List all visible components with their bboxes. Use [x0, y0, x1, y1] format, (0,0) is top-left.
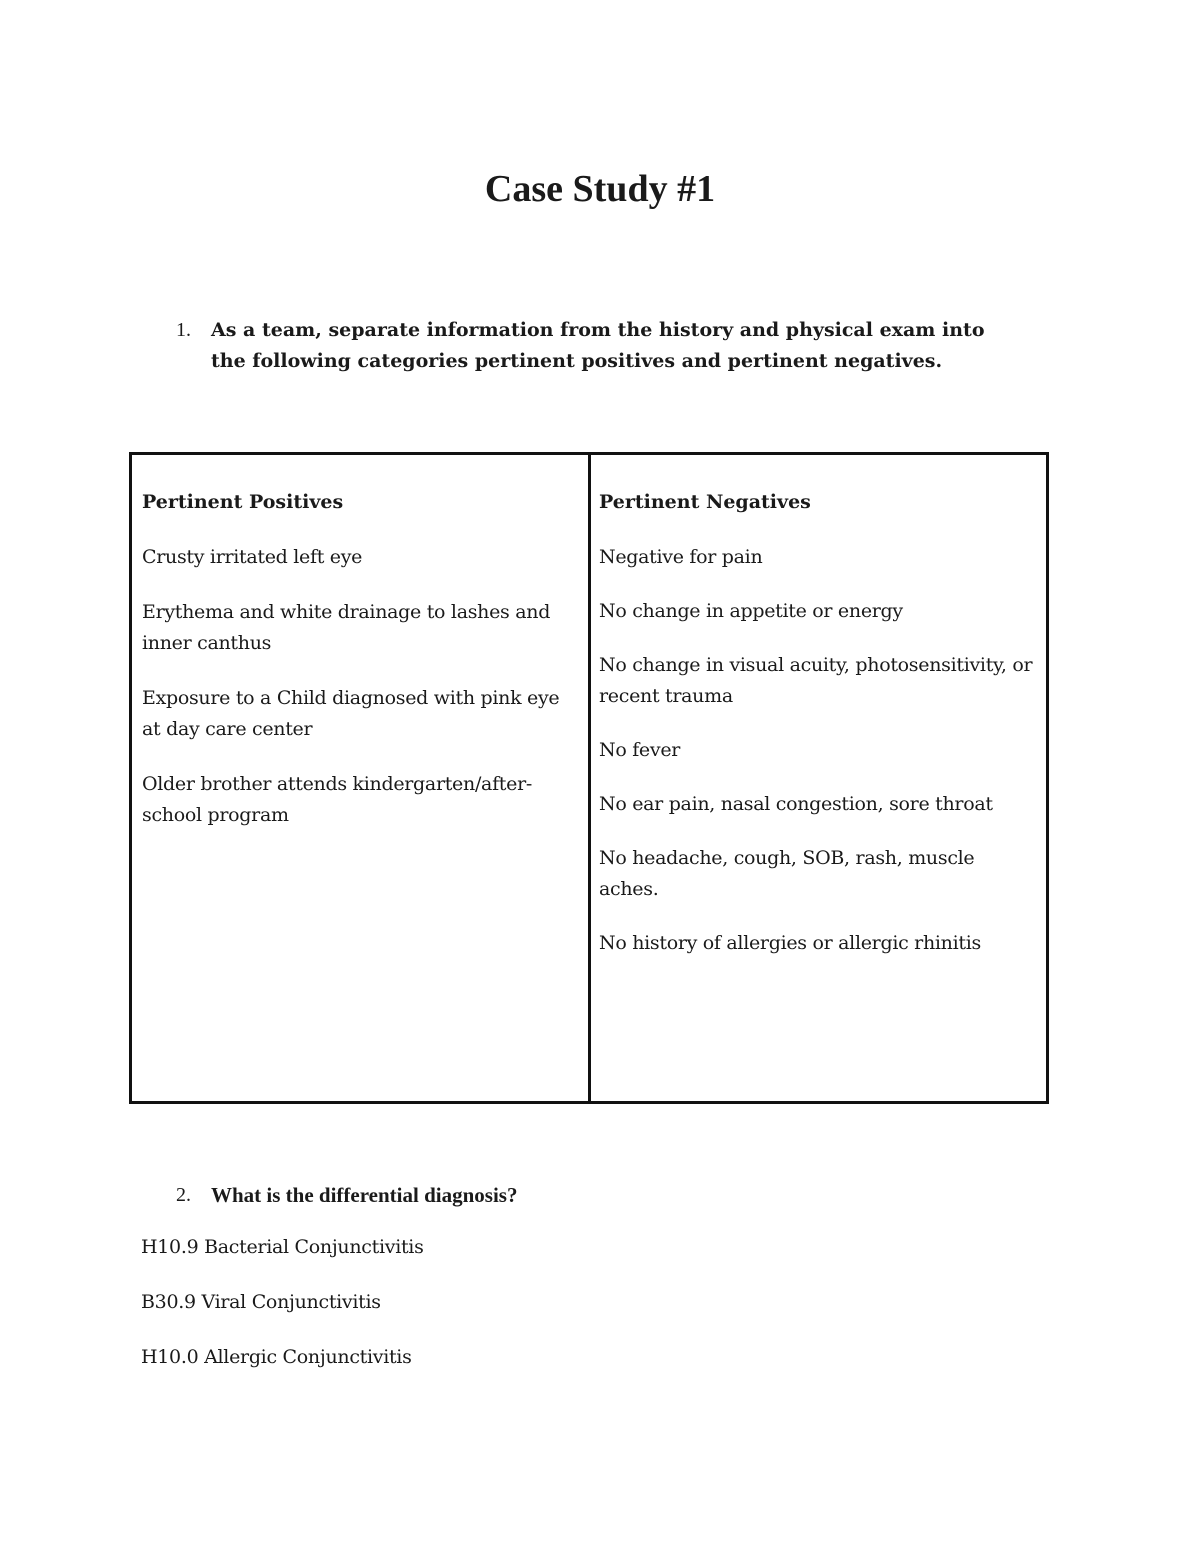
pertinent-negatives-heading: Pertinent Negatives [599, 491, 811, 513]
pertinent-negatives-column [599, 487, 1039, 982]
question-2 [176, 1180, 1016, 1211]
list-item: Exposure to a Child diagnosed with pink eye at day care center [142, 687, 560, 740]
list-item: No history of allergies or allergic rhinitis [599, 932, 981, 954]
list-item: Crusty irritated left eye [142, 546, 363, 568]
list-item: Negative for pain [599, 546, 763, 568]
list-item: No ear pain, nasal congestion, sore throat [599, 793, 993, 815]
table-divider [588, 455, 591, 1101]
list-item: No change in appetite or energy [599, 600, 903, 622]
list-item: Older brother attends kindergarten/after-school program [142, 773, 532, 826]
pertinent-positives-column [142, 487, 577, 855]
diagnosis-item: H10.0 Allergic Conjunctivitis [141, 1346, 412, 1368]
pertinent-negatives-list [599, 542, 1039, 959]
list-item: No headache, cough, SOB, rash, muscle aches. [599, 847, 975, 900]
pertinent-positives-list [142, 542, 577, 831]
question-2-text: What is the differential diagnosis? [211, 1183, 518, 1207]
list-item: No fever [599, 739, 681, 761]
list-item: No change in visual acuity, photosensitivity, or recent trauma [599, 654, 1033, 707]
diagnosis-item: H10.9 Bacterial Conjunctivitis [141, 1236, 424, 1258]
pertinent-positives-heading: Pertinent Positives [142, 491, 344, 513]
page-title: Case Study #1 [484, 168, 716, 210]
diagnosis-item: B30.9 Viral Conjunctivitis [141, 1291, 381, 1313]
question-1-number: 1. [176, 319, 191, 341]
question-1 [176, 315, 1016, 377]
list-item: Erythema and white drainage to lashes and inner canthus [142, 601, 551, 654]
question-2-number: 2. [176, 1184, 191, 1206]
positives-negatives-table [129, 452, 1049, 1104]
differential-diagnosis-list [141, 1232, 424, 1397]
question-1-text: As a team, separate information from the history and physical exam into the following categories pertinent positives and pertinent negatives. [211, 319, 985, 372]
